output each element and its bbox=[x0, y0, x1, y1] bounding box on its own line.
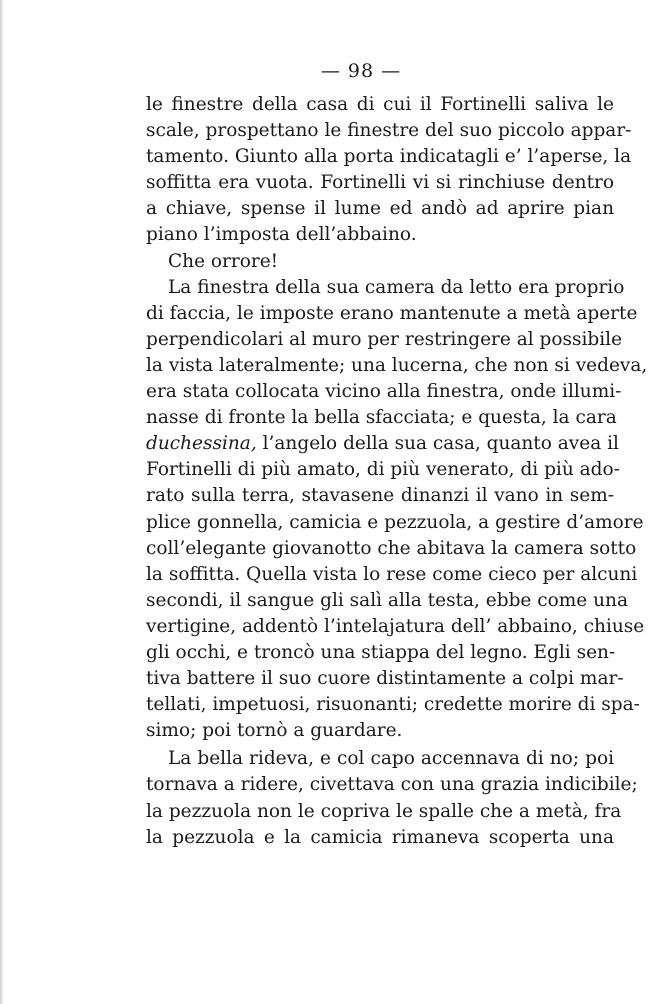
text-line: coll’elegante giovanotto che abitava la camera sotto bbox=[146, 537, 637, 559]
text-line-rest: l’angelo della sua casa, quanto avea il bbox=[262, 433, 619, 455]
text-line: Che orrore! bbox=[168, 250, 279, 272]
text-line: rato sulla terra, stavasene dinanzi il vano in sem- bbox=[146, 485, 614, 507]
text-line: di faccia, le imposte erano mantenute a metà aperte bbox=[146, 302, 638, 324]
text-line: era stata collocata vicino alla finestra, onde illumi- bbox=[146, 381, 622, 403]
text-line: tiva battere il suo cuore distintamente a colpi mar- bbox=[146, 668, 624, 690]
text-line: la pezzuola e la camicia rimaneva scoperta una bbox=[146, 826, 614, 848]
text-line: secondi, il sangue gli salì alla testa, ebbe come una bbox=[146, 589, 628, 611]
text-line: la pezzuola non le copriva le spalle che a metà, fra bbox=[146, 800, 622, 822]
text-line: la vista lateralmente; una lucerna, che non si vedeva, bbox=[146, 354, 648, 376]
body-text bbox=[146, 92, 648, 851]
text-line: la soffitta. Quella vista lo rese come cieco per alcuni bbox=[146, 563, 638, 585]
text-line: tellati, impetuosi, risuonanti; credette morire di spa- bbox=[146, 694, 640, 716]
text-line: scale, prospettano le finestre del suo piccolo appar- bbox=[146, 120, 632, 142]
italic-word: duchessina, bbox=[146, 433, 257, 455]
text-line: gli occhi, e troncò una stiappa del legno. Egli sen- bbox=[146, 641, 616, 663]
text-line: La bella rideva, e col capo accennava di no; poi bbox=[168, 748, 614, 770]
page-edge-shadow bbox=[0, 0, 4, 1004]
page-number: — 98 — bbox=[320, 60, 402, 82]
text-line: tornava a ridere, civettava con una grazia indicibile; bbox=[146, 774, 638, 796]
text-line: piano l’imposta dell’abbaino. bbox=[146, 224, 417, 246]
text-line: vertigine, addentò l’intelajatura dell’ abbaino, chiuse bbox=[146, 615, 645, 637]
text-line: a chiave, spense il lume ed andò ad aprire pian bbox=[146, 198, 614, 220]
text-line: La finestra della sua camera da letto era proprio bbox=[168, 276, 625, 298]
text-line: tamento. Giunto alla porta indicatagli e’ l’aperse, la bbox=[146, 146, 632, 168]
text-line: simo; poi tornò a guardare. bbox=[146, 720, 403, 742]
text-line: le finestre della casa di cui il Fortinelli saliva le bbox=[146, 94, 614, 115]
text-line: plice gonnella, camicia e pezzuola, a gestire d’amore bbox=[146, 511, 644, 533]
text-line: nasse di fronte la bella sfacciata; e questa, la cara bbox=[146, 407, 617, 429]
text-line bbox=[146, 431, 619, 457]
text-line: perpendicolari al muro per restringere al possibile bbox=[146, 328, 623, 350]
text-line: soffitta era vuota. Fortinelli vi si rinchiuse dentro bbox=[146, 172, 614, 194]
text-line: Fortinelli di più amato, di più venerato, di più ado- bbox=[146, 459, 620, 481]
